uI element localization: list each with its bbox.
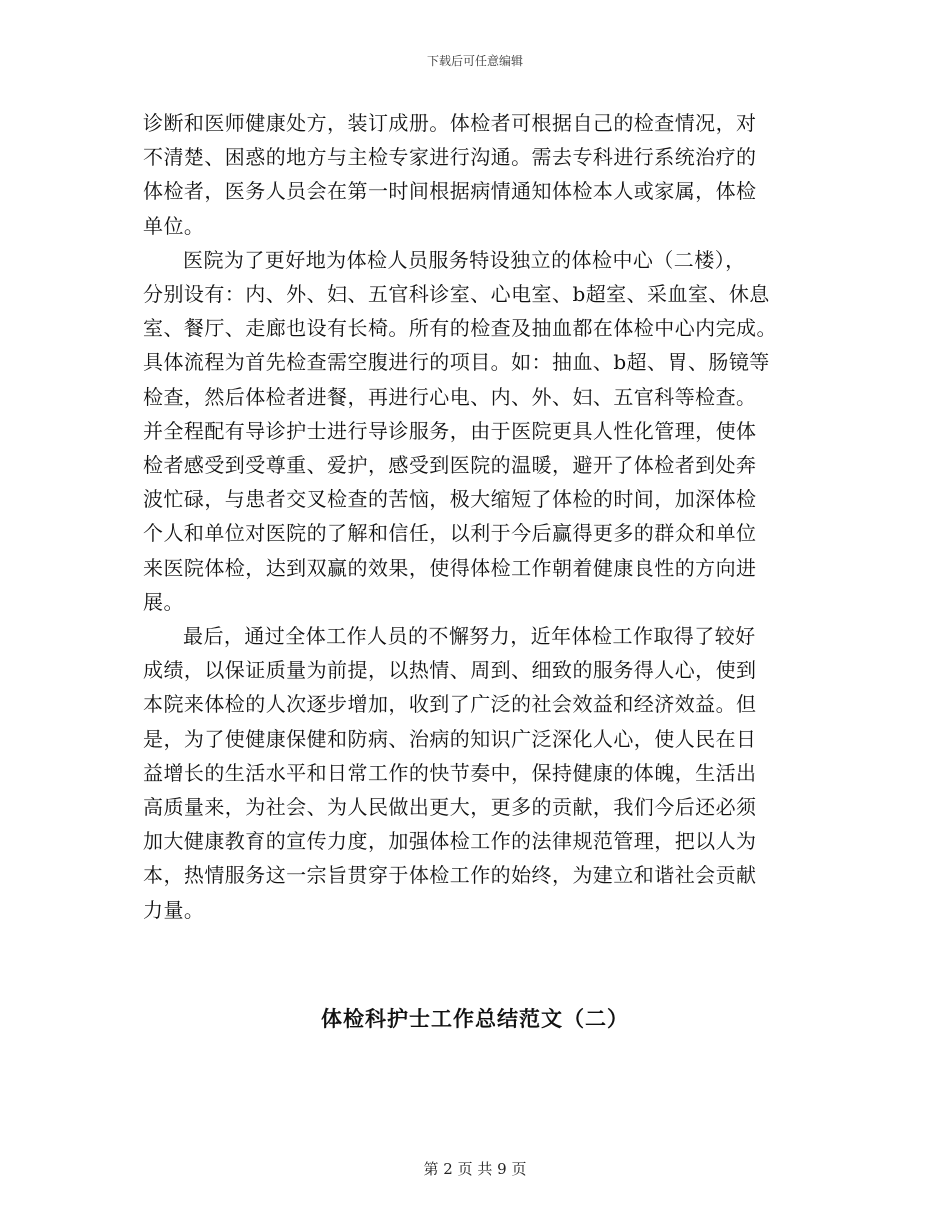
text-line: 体检者，医务人员会在第一时间根据病情通知体检本人或家属，体检 [143,179,757,204]
text-line: 不清楚、困惑的地方与主检专家进行沟通。需去专科进行系统治疗的 [143,145,757,170]
text-line: 成绩，以保证质量为前提，以热情、周到、细致的服务得人心，使到 [143,658,757,683]
paragraph-3 [143,619,807,927]
page-header-note: 下载后可任意编辑 [426,54,523,68]
text-line: 波忙碌，与患者交叉检查的苦恼，极大缩短了体检的时间，加深体检 [143,487,757,512]
text-line: 是，为了使健康保健和防病、治病的知识广泛深化人心，使人民在日 [143,726,757,751]
paragraph-1 [143,106,807,243]
text-line: 诊断和医师健康处方，装订成册。体检者可根据自己的检查情况，对 [143,111,757,135]
text-line: 单位。 [143,213,205,238]
page-number: 第 2 页 共 9 页 [423,1160,527,1178]
text-line: 分别设有：内、外、妇、五官科诊室、心电室、b超室、采血室、休息 [143,282,770,307]
text-line: 本院来体检的人次逐步增加，收到了广泛的社会效益和经济效益。但 [143,692,757,717]
document-body [143,106,807,927]
text-line: 展。 [143,589,184,614]
text-line: 力量。 [143,897,205,922]
text-line: 益增长的生活水平和日常工作的快节奏中，保持健康的体魄，生活出 [143,760,757,785]
text-line: 并全程配有导诊护士进行导诊服务，由于医院更具人性化管理，使体 [143,418,757,443]
text-line: 本，热情服务这一宗旨贯穿于体检工作的始终，为建立和谐社会贡献 [143,863,757,888]
paragraph-2 [143,243,807,619]
text-line: 医院为了更好地为体检人员服务特设独立的体检中心（二楼）， [183,247,746,272]
text-line: 来医院体检，达到双赢的效果，使得体检工作朝着健康良性的方向进 [143,555,757,580]
text-line: 具体流程为首先检查需空腹进行的项目。如：抽血、b超、胃、肠镜等 [143,350,770,375]
text-line: 加大健康教育的宣传力度，加强体检工作的法律规范管理，把以人为 [143,829,757,854]
text-line: 检查，然后体检者进餐，再进行心电、内、外、妇、五官科等检查。 [143,384,757,409]
section-title: 体检科护士工作总结范文（二） [321,1006,629,1031]
text-line: 室、餐厅、走廊也设有长椅。所有的检查及抽血都在体检中心内完成。 [143,316,777,341]
text-line: 检者感受到受尊重、爱护，感受到医院的温暖，避开了体检者到处奔 [143,453,757,478]
text-line: 高质量来，为社会、为人民做出更大，更多的贡献，我们今后还必须 [143,795,757,820]
text-line: 个人和单位对医院的了解和信任，以利于今后赢得更多的群众和单位 [143,521,757,546]
text-line: 最后，通过全体工作人员的不懈努力，近年体检工作取得了较好 [183,624,756,649]
